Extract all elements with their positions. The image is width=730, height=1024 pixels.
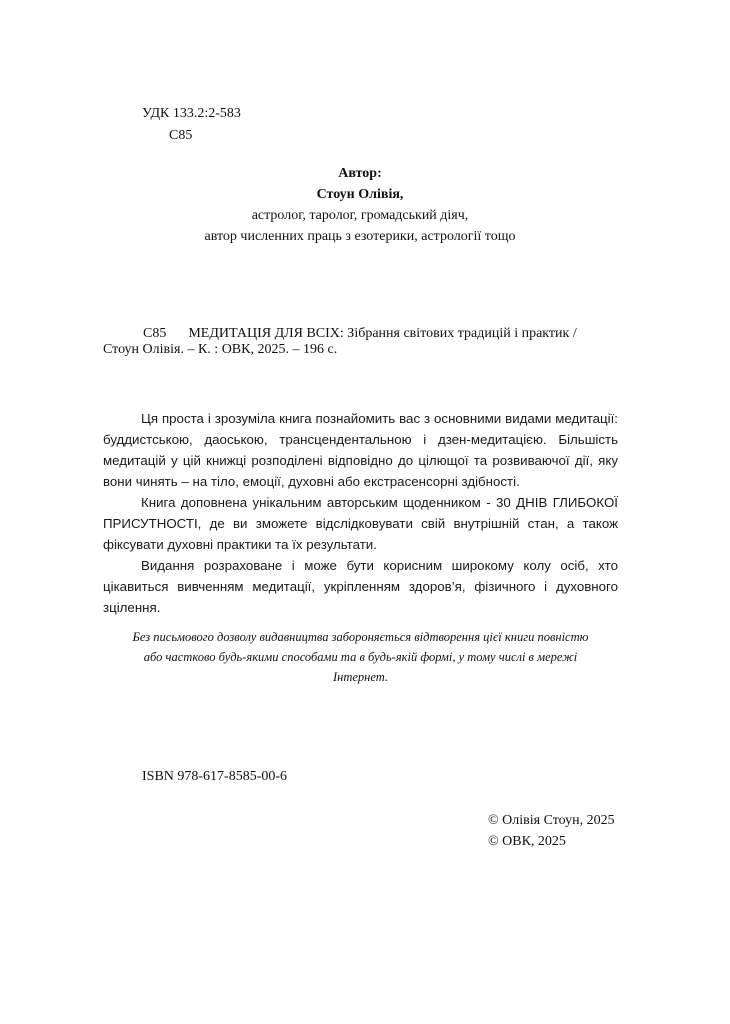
author-label: Автор: xyxy=(338,166,382,181)
copyright-author: © Олівія Стоун, 2025 xyxy=(488,813,615,828)
annotation-paragraph-1: Ця проста і зрозуміла книга познайомить вас з основними видами медитації: буддистською, даоською, трансцендентальною і дзен-медитацією. Більшість медитацій у цій книжці розподілені відповідно до цілющої та розвиваючої дії, яку вони чинять – на тіло, емоції, духовні або екстрасенсорні здібності. xyxy=(103,411,618,489)
bibliographic-title: МЕДИТАЦІЯ ДЛЯ ВСІХ: Зібрання світових традицій і практик / xyxy=(188,326,577,341)
author-name: Стоун Олівія, xyxy=(316,187,404,202)
rights-notice-line-1: Без письмового дозволу видавництва забороняється відтворення цієї книги повністю xyxy=(132,630,589,644)
copyright-block xyxy=(488,810,615,852)
rights-notice-line-2: або частково будь-якими способами та в будь-якій формі, у тому числі в мережі xyxy=(143,650,578,664)
author-sign-code: С85 xyxy=(169,128,193,143)
annotation-paragraph-2: Книга доповнена унікальним авторським щоденником - 30 ДНІВ ГЛИБОКОЇ ПРИСУТНОСТІ, де ви зможете відслідковувати свій внутрішній стан, а також фіксувати духовні практики та їх результати. xyxy=(103,495,618,552)
copyright-publisher: © ОВК, 2025 xyxy=(488,834,566,849)
isbn: ISBN 978-617-8585-00-6 xyxy=(142,769,288,784)
bibliographic-line-1 xyxy=(103,326,618,342)
bibliographic-line-2: Стоун Олівія. – К. : ОВК, 2025. – 196 с. xyxy=(103,342,338,358)
udk-code: УДК 133.2:2-583 xyxy=(142,106,241,121)
author-description-line-1: астролог, таролог, громадський діяч, xyxy=(251,208,469,223)
annotation xyxy=(103,408,618,618)
annotation-paragraph-3: Видання розраховане і може бути корисним широкому колу осіб, хто цікавиться вивченням медитації, укріпленням здоров’я, фізичного і духовного зцілення. xyxy=(103,558,618,615)
rights-notice xyxy=(103,627,618,687)
author-description-line-2: автор численних праць з езотерики, астрології тощо xyxy=(204,229,516,244)
rights-notice-line-3: Інтернет. xyxy=(332,670,389,684)
bibliographic-record xyxy=(103,326,618,358)
author-block xyxy=(100,166,620,250)
bibliographic-code: С85 xyxy=(143,326,167,341)
